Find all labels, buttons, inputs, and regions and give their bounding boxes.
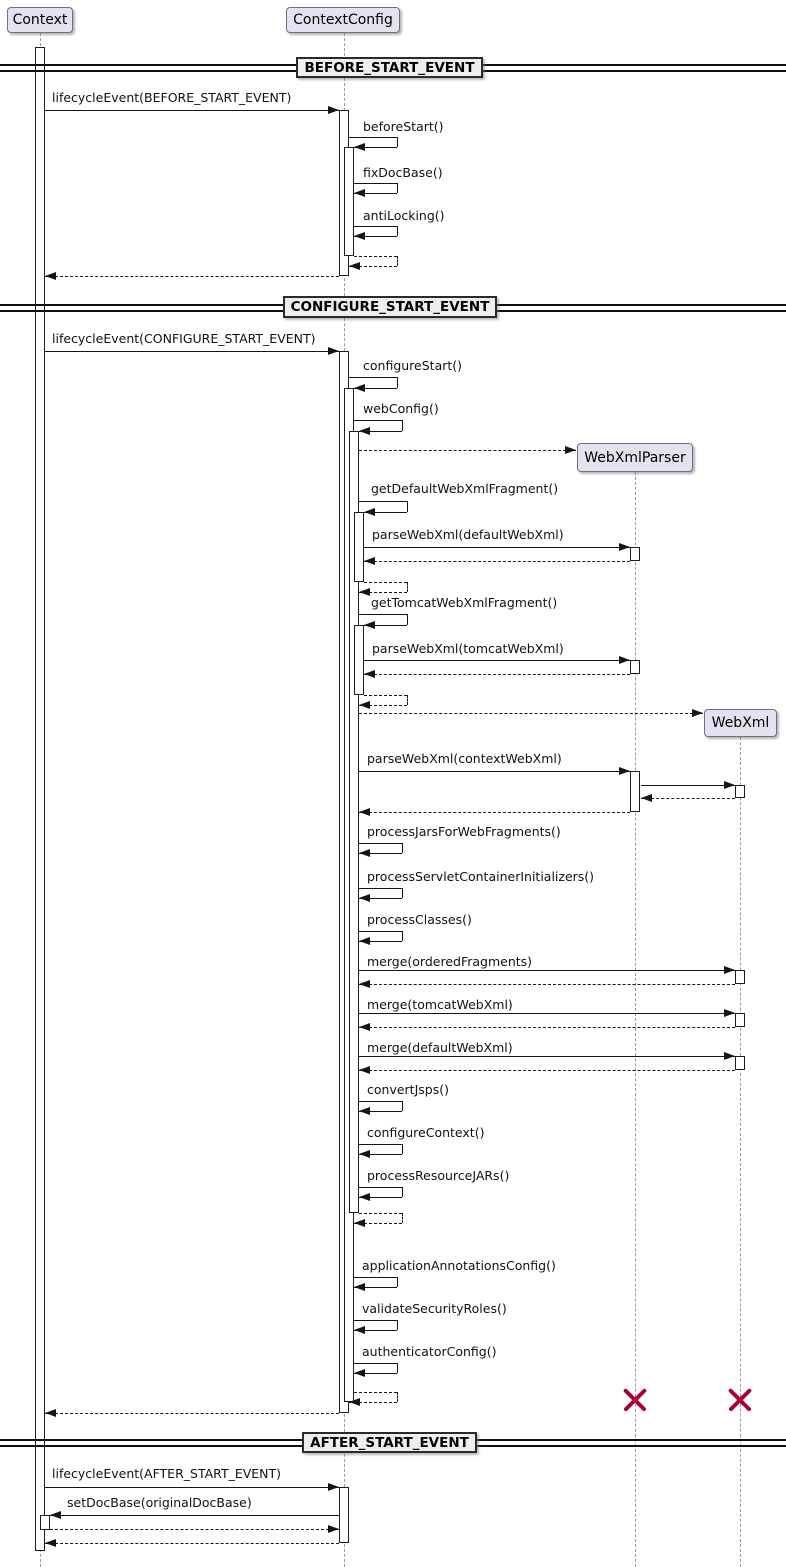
message-line [397,137,398,147]
arrowhead-icon [349,262,360,270]
message-line [359,614,408,615]
message-line [402,1101,403,1111]
activation-bar [339,1487,349,1543]
return-message-line [45,276,339,277]
return-message-line [359,1027,735,1028]
message-line [349,377,398,378]
message-line [359,888,403,889]
arrowhead-icon [692,709,703,717]
message-label: lifecycleEvent(CONFIGURE_START_EVENT) [52,331,316,346]
arrowhead-icon [359,701,370,709]
arrowhead-icon [364,621,375,629]
message-line [402,1144,403,1154]
message-line [354,1277,398,1278]
return-message-line [354,1392,398,1393]
message-line [359,1144,403,1145]
return-message-line [359,450,577,451]
divider-after-start-event [302,1432,477,1453]
message-line [402,1187,403,1197]
message-line [45,110,339,111]
message-line [397,1320,398,1330]
arrowhead-icon [354,189,365,197]
arrowhead-icon [364,670,375,678]
arrowhead-icon [359,588,370,596]
message-line [354,1363,398,1364]
message-label: parseWebXml(tomcatWebXml) [372,641,564,656]
message-line [349,137,398,138]
arrowhead-icon [359,1107,370,1115]
arrowhead-icon [349,1398,360,1406]
arrowhead-icon [359,1066,370,1074]
arrowhead-icon [359,849,370,857]
divider-before-start-event [296,57,483,78]
arrowhead-icon [364,508,375,516]
return-message-line [364,695,408,696]
arrowhead-icon [354,384,365,392]
arrowhead-icon [328,1525,339,1533]
arrowhead-icon [359,980,370,988]
participant-label: WebXmlParser [584,449,686,466]
message-line [359,1187,403,1188]
message-label: merge(defaultWebXml) [367,1040,513,1055]
message-line [45,351,339,352]
arrowhead-icon [724,781,735,789]
message-line [641,785,735,786]
message-line [397,1277,398,1287]
arrowhead-icon [359,1150,370,1158]
message-line [397,183,398,193]
arrowhead-icon [359,894,370,902]
message-line [359,970,735,971]
message-label: processJarsForWebFragments() [367,824,561,839]
message-label: webConfig() [363,401,439,416]
activation-bar [735,970,745,984]
arrowhead-icon [328,347,339,355]
arrowhead-icon [619,543,630,551]
divider-label: AFTER_START_EVENT [310,1434,469,1451]
message-line [402,843,403,853]
return-message-line [354,256,398,257]
message-line [359,843,403,844]
message-line [359,771,630,772]
message-label: convertJsps() [367,1082,449,1097]
message-line [354,1320,398,1321]
activation-bar [735,1013,745,1027]
arrowhead-icon [619,767,630,775]
arrowhead-icon [364,557,375,565]
participant-contextconfig [286,7,400,33]
return-message-line [407,582,408,592]
participant-label: ContextConfig [293,12,393,28]
destroy-icon [726,1386,754,1414]
message-label: processResourceJARs() [367,1168,510,1183]
message-line [359,501,408,502]
message-label: authenticatorConfig() [362,1344,497,1359]
activation-bar [630,771,640,812]
message-label: configureContext() [367,1125,485,1140]
arrowhead-icon [45,1539,56,1547]
activation-bar [40,1515,50,1530]
return-message-line [50,1529,339,1530]
message-line [397,1363,398,1373]
message-line [45,1487,339,1488]
destroy-icon [621,1386,649,1414]
message-line [359,1056,735,1057]
message-line [359,1101,403,1102]
message-label: processServletContainerInitializers() [367,869,595,884]
message-line [407,501,408,512]
arrowhead-icon [724,1009,735,1017]
message-label: merge(orderedFragments) [367,954,533,969]
return-message-line [359,713,704,714]
message-label: beforeStart() [363,119,444,134]
return-message-line [364,582,408,583]
arrowhead-icon [328,1483,339,1491]
message-label: parseWebXml(defaultWebXml) [372,527,564,542]
divider-label: BEFORE_START_EVENT [304,59,475,76]
participant-label: WebXml [711,715,770,731]
message-label: processClasses() [367,912,472,927]
message-label: antiLocking() [363,208,445,223]
arrowhead-icon [359,427,370,435]
activation-bar [735,1056,745,1070]
arrowhead-icon [45,1409,56,1417]
message-line [359,1013,735,1014]
activation-bar [735,785,745,798]
arrowhead-icon [354,1369,365,1377]
message-line [364,547,630,548]
message-label: parseWebXml(contextWebXml) [367,751,562,766]
participant-webxmlparser [577,443,693,472]
message-line [402,420,403,431]
participant-webxml [704,709,777,737]
arrowhead-icon [724,1052,735,1060]
return-message-line [359,1213,403,1214]
message-line [354,226,398,227]
message-line [354,420,403,421]
message-line [397,377,398,388]
message-line [407,614,408,625]
message-label: merge(tomcatWebXml) [367,997,513,1012]
return-message-line [397,1392,398,1402]
arrowhead-icon [359,1193,370,1201]
arrowhead-icon [724,966,735,974]
message-line [397,226,398,236]
return-message-line [359,812,630,813]
message-label: setDocBase(originalDocBase) [67,1495,252,1510]
arrowhead-icon [359,808,370,816]
arrowhead-icon [354,1219,365,1227]
return-message-line [402,1213,403,1223]
arrowhead-icon [354,1283,365,1291]
return-message-line [397,256,398,266]
return-message-line [359,1070,735,1071]
message-label: configureStart() [363,358,463,373]
arrowhead-icon [50,1511,61,1519]
arrowhead-icon [45,272,56,280]
divider-label: CONFIGURE_START_EVENT [290,299,490,315]
message-label: applicationAnnotationsConfig() [362,1258,556,1273]
return-message-line [407,695,408,705]
activation-bar [344,147,354,256]
arrowhead-icon [328,106,339,114]
message-label: fixDocBase() [363,165,443,180]
message-label: lifecycleEvent(AFTER_START_EVENT) [52,1466,282,1481]
arrowhead-icon [641,794,652,802]
activation-bar [354,625,364,695]
arrowhead-icon [354,1326,365,1334]
message-label: getTomcatWebXmlFragment() [371,595,558,610]
return-message-line [641,798,735,799]
activation-bar [630,547,640,561]
message-label: validateSecurityRoles() [362,1301,507,1316]
return-message-line [45,1543,339,1544]
message-label: getDefaultWebXmlFragment() [371,481,559,496]
message-line [402,888,403,898]
activation-bar [630,660,640,674]
return-message-line [364,674,630,675]
arrowhead-icon [565,446,576,454]
message-line [364,660,630,661]
message-line [402,931,403,941]
activation-bar [35,47,45,1551]
message-line [50,1515,339,1516]
message-line [354,183,398,184]
return-message-line [45,1413,339,1414]
activation-bar [354,512,364,582]
return-message-line [364,561,630,562]
message-label: lifecycleEvent(BEFORE_START_EVENT) [52,90,292,105]
lifeline-webxml [740,737,741,1567]
return-message-line [359,984,735,985]
arrowhead-icon [359,937,370,945]
arrowhead-icon [619,656,630,664]
arrowhead-icon [354,232,365,240]
participant-context [7,7,73,33]
participant-label: Context [12,12,68,28]
divider-configure-start-event [283,296,497,318]
message-line [359,931,403,932]
arrowhead-icon [359,1023,370,1031]
arrowhead-icon [354,143,365,151]
